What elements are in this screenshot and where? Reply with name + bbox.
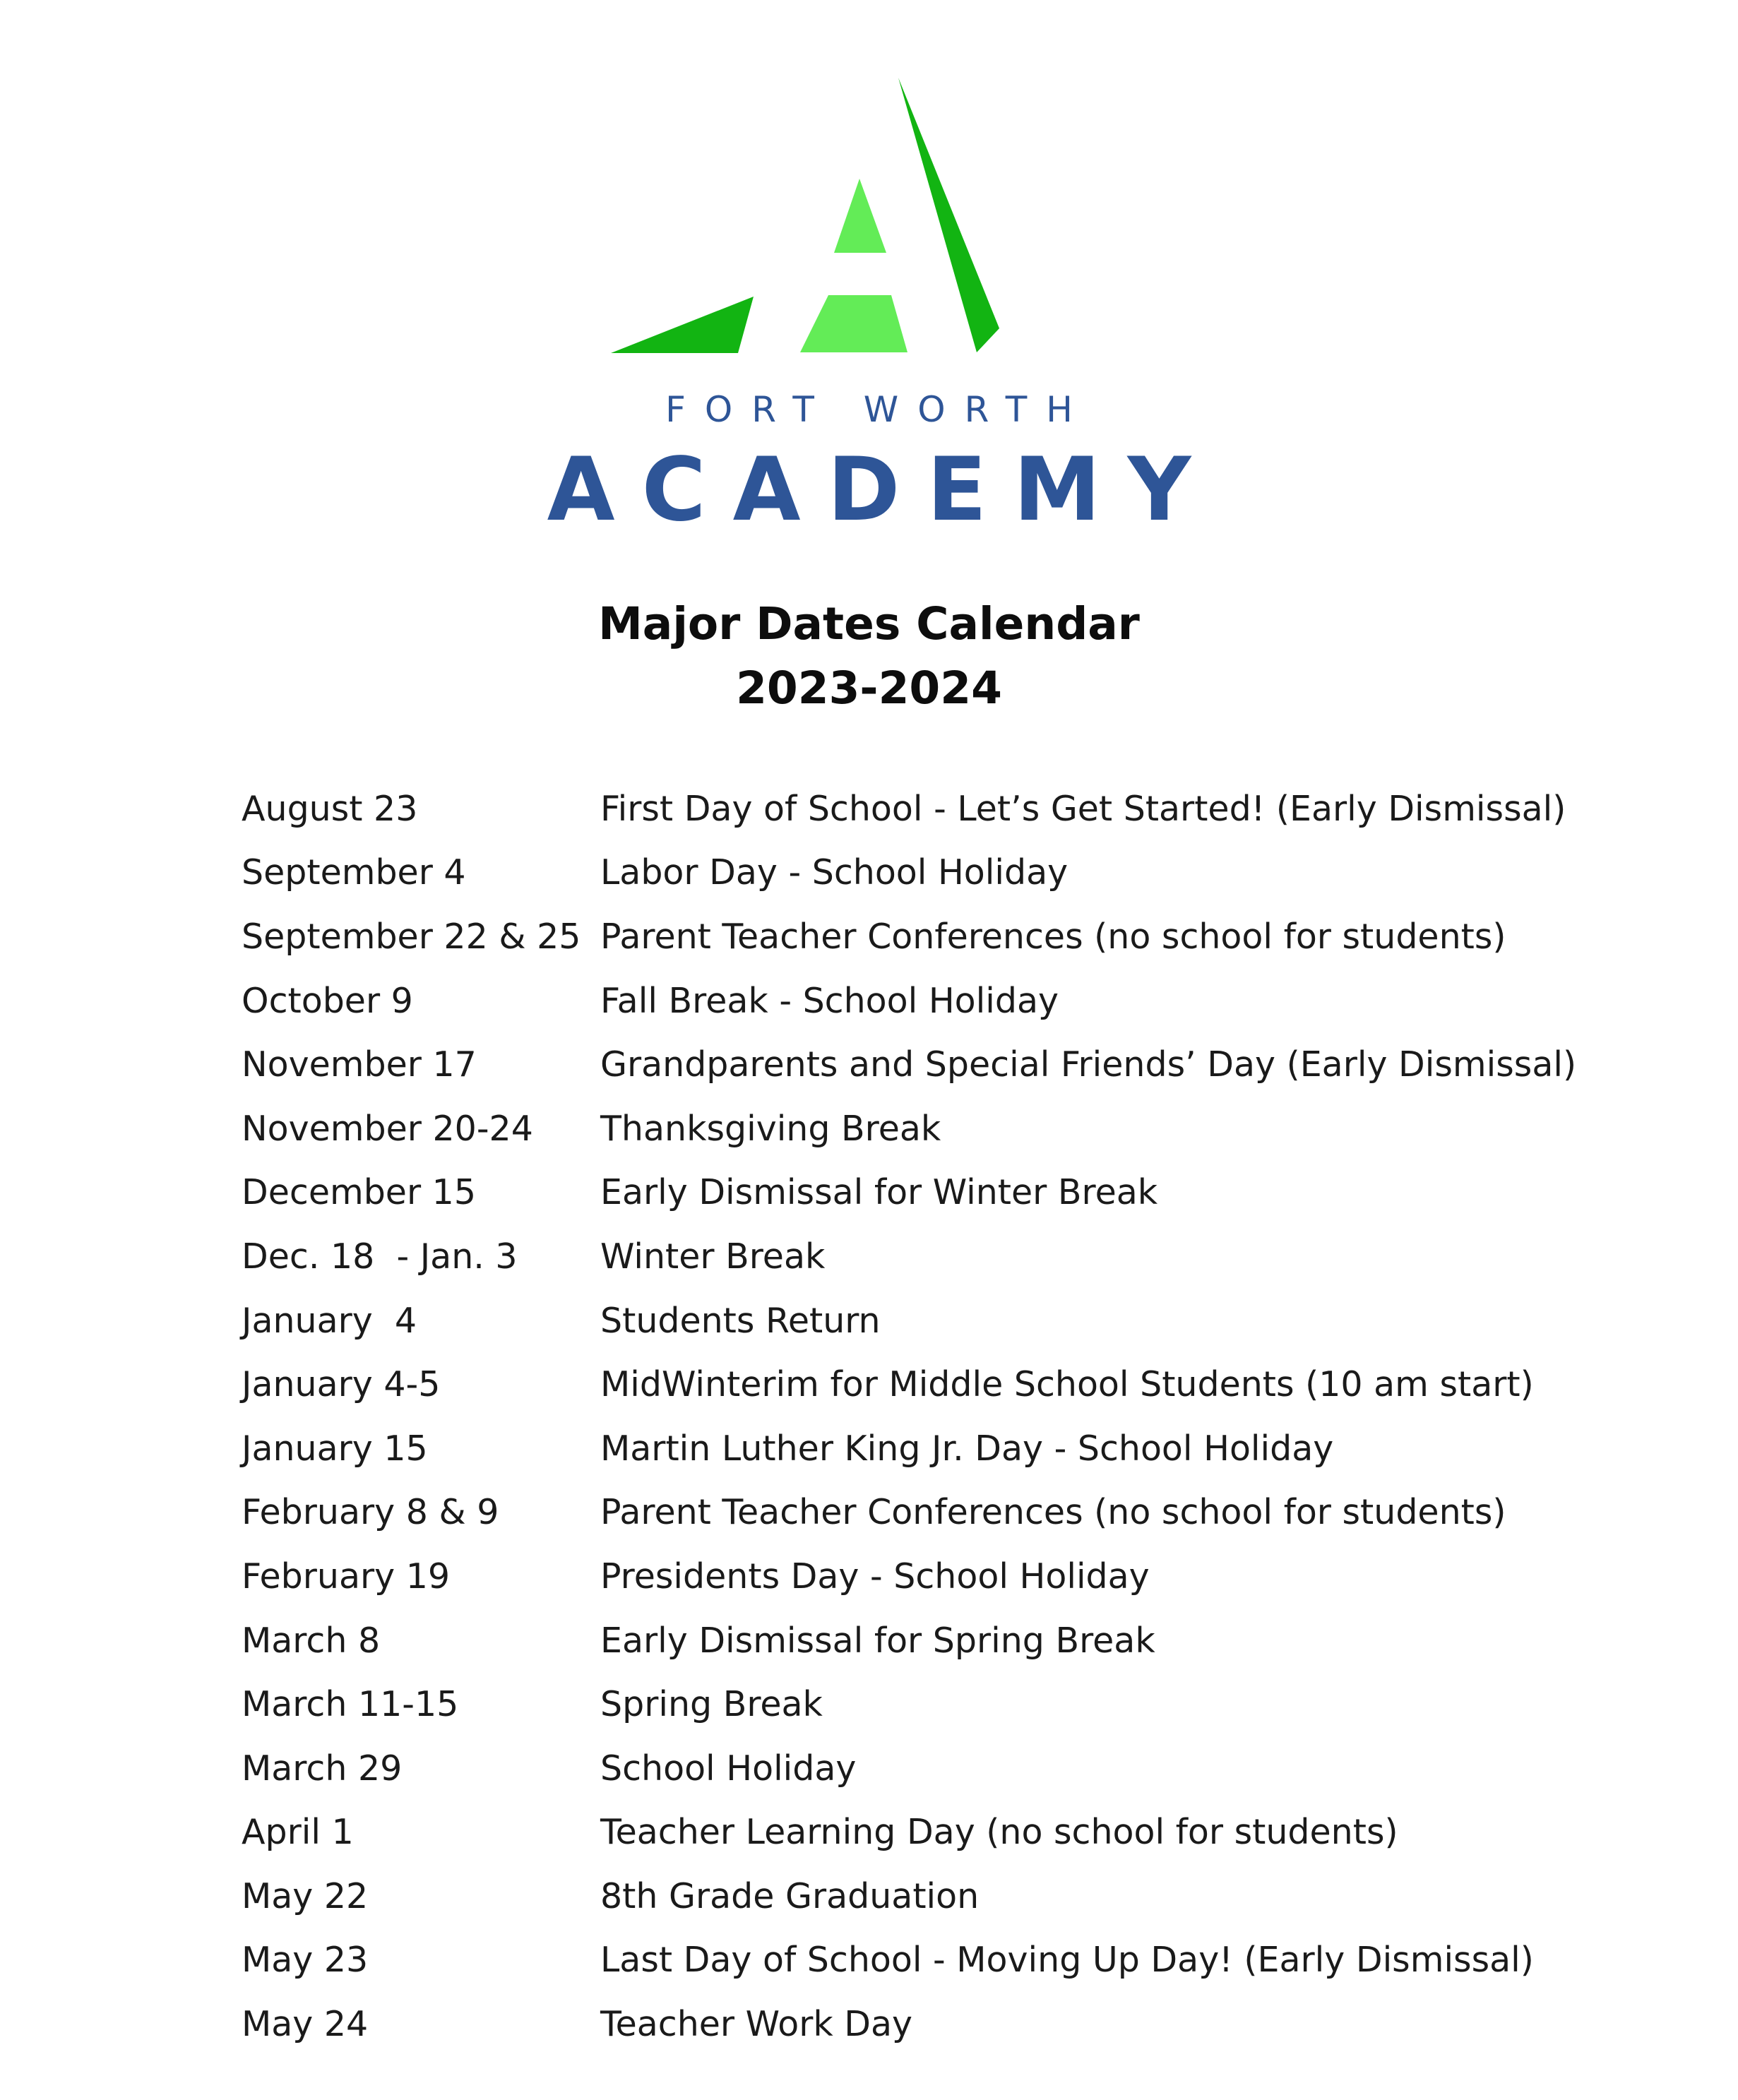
table-row — [242, 1352, 1583, 1416]
academy-logo-mark — [604, 74, 1028, 357]
row-event: Spring Break — [600, 1684, 823, 1725]
row-event: Grandparents and Special Friends’ Day (Early Dismissal) — [600, 1044, 1577, 1085]
row-date: May 24 — [242, 2004, 369, 2045]
row-event: MidWinterim for Middle School Students (10 am start) — [600, 1364, 1534, 1405]
table-row — [242, 1609, 1583, 1673]
logo-base-trapezoid — [800, 295, 907, 352]
table-row — [242, 1416, 1583, 1481]
row-date: Dec. 18 - Jan. 3 — [242, 1236, 518, 1277]
logo-left-wedge — [611, 297, 754, 353]
row-event: Labor Day - School Holiday — [600, 852, 1069, 893]
row-event: Teacher Work Day — [600, 2004, 913, 2045]
table-row — [242, 841, 1583, 905]
row-event: Teacher Learning Day (no school for students) — [600, 1812, 1398, 1853]
row-event: Martin Luther King Jr. Day - School Holiday — [600, 1428, 1334, 1469]
row-date: January 15 — [242, 1428, 428, 1469]
row-date: February 19 — [242, 1556, 451, 1597]
row-date: March 29 — [242, 1748, 403, 1789]
row-event: Thanksgiving Break — [600, 1108, 941, 1149]
row-event: First Day of School - Let’s Get Started! (Early Dismissal) — [600, 788, 1566, 829]
row-event: Students Return — [600, 1300, 881, 1341]
row-event: Early Dismissal for Spring Break — [600, 1620, 1155, 1661]
row-event: Winter Break — [600, 1236, 826, 1277]
row-event: Early Dismissal for Winter Break — [600, 1172, 1158, 1213]
row-event: Fall Break - School Holiday — [600, 980, 1059, 1021]
row-date: November 20-24 — [242, 1108, 533, 1149]
row-event: 8th Grade Graduation — [600, 1875, 980, 1916]
table-row — [242, 969, 1583, 1033]
row-date: September 22 & 25 — [242, 916, 581, 957]
dates-table — [242, 777, 1583, 2056]
row-date: August 23 — [242, 788, 418, 829]
row-date: March 11-15 — [242, 1684, 459, 1725]
table-row — [242, 777, 1583, 841]
row-date: December 15 — [242, 1172, 477, 1213]
table-row — [242, 1097, 1583, 1161]
logo-right-swoosh — [898, 78, 999, 352]
row-date: October 9 — [242, 980, 413, 1021]
table-row — [242, 1672, 1583, 1736]
table-row — [242, 1032, 1583, 1097]
table-row — [242, 1289, 1583, 1353]
row-date: March 8 — [242, 1620, 381, 1661]
logo-text-academy: ACADEMY — [547, 439, 1218, 541]
table-row — [242, 1864, 1583, 1928]
row-date: January 4-5 — [242, 1364, 441, 1405]
table-row — [242, 1161, 1583, 1225]
page-title — [0, 592, 1738, 720]
row-event: Parent Teacher Conferences (no school for students) — [600, 916, 1506, 957]
table-row — [242, 1481, 1583, 1545]
table-row — [242, 1801, 1583, 1865]
logo-apex-triangle — [834, 179, 886, 253]
row-date: November 17 — [242, 1044, 477, 1085]
row-event: Presidents Day - School Holiday — [600, 1556, 1150, 1597]
logo-text-fort-worth: FORT WORTH — [665, 389, 1092, 430]
row-date: January 4 — [242, 1300, 417, 1341]
row-event: Last Day of School - Moving Up Day! (Early Dismissal) — [600, 1940, 1534, 1981]
table-row — [242, 1992, 1583, 2056]
row-date: April 1 — [242, 1812, 354, 1853]
row-date: May 23 — [242, 1940, 369, 1981]
page-title-line: Major Dates Calendar — [598, 598, 1140, 650]
row-event: School Holiday — [600, 1748, 857, 1789]
table-row — [242, 1928, 1583, 1993]
row-event: Parent Teacher Conferences (no school for students) — [600, 1492, 1506, 1533]
table-row — [242, 1736, 1583, 1801]
row-date: February 8 & 9 — [242, 1492, 499, 1533]
row-date: September 4 — [242, 852, 466, 893]
table-row — [242, 1544, 1583, 1609]
row-date: May 22 — [242, 1875, 369, 1916]
table-row — [242, 905, 1583, 969]
table-row — [242, 1224, 1583, 1289]
page-title-year: 2023-2024 — [736, 662, 1002, 714]
